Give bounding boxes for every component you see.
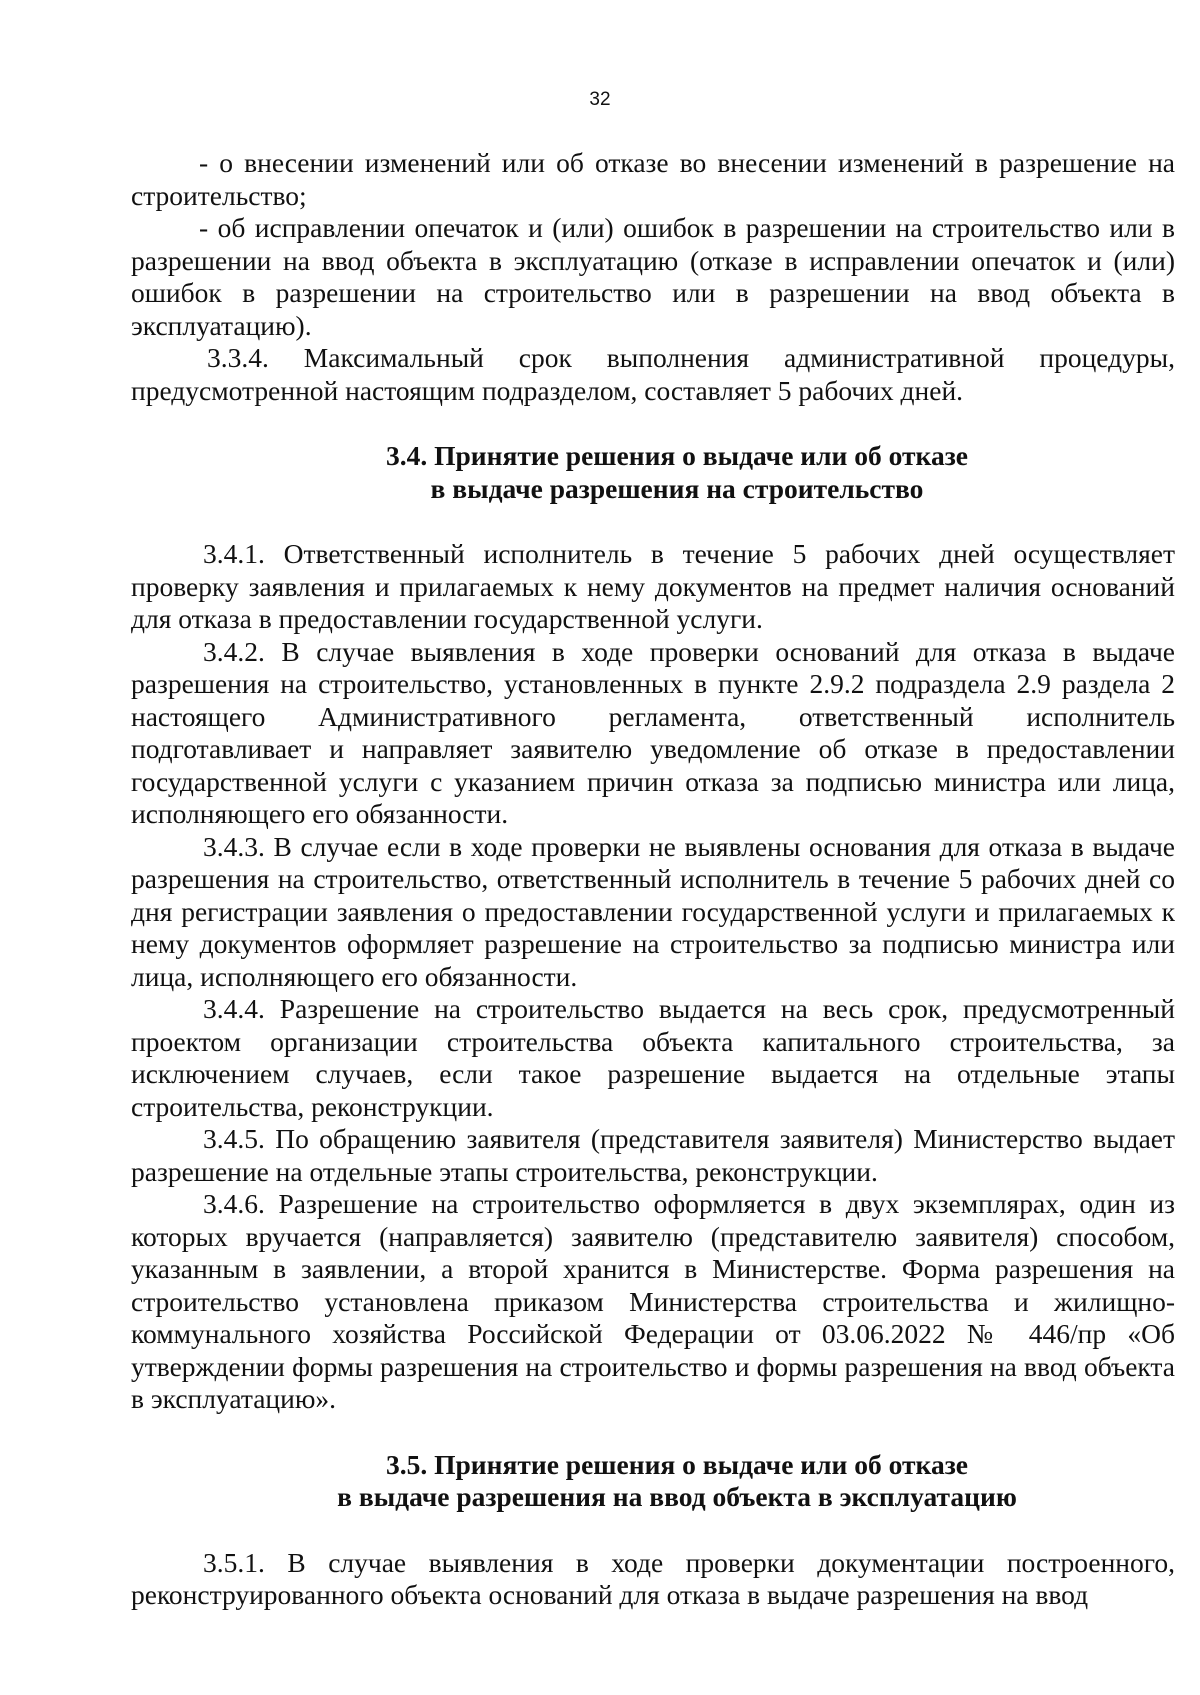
paragraph-3-4-1: 3.4.1. Ответственный исполнитель в течение 5 рабочих дней осуществляет проверку заявления и прилагаемых к нему документов на предмет наличия оснований для отказа в предоставлении государственной услуги. bbox=[131, 538, 1175, 634]
paragraph-intro-1: - о внесении изменений или об отказе во внесении изменений в разрешение на строительство; bbox=[131, 147, 1175, 211]
document-body bbox=[131, 147, 1175, 1612]
section-heading-3-4-line2: в выдаче разрешения на строительство bbox=[430, 472, 924, 504]
section-heading-3-5-line2: в выдаче разрешения на ввод объекта в эксплуатацию bbox=[337, 1481, 1017, 1512]
paragraph-3-4-5: 3.4.5. По обращению заявителя (представителя заявителя) Министерство выдает разрешение на отдельные этапы строительства, реконструкции. bbox=[131, 1123, 1175, 1187]
paragraph-3-4-3: 3.4.3. В случае если в ходе проверки не выявлены основания для отказа в выдаче разрешения на строительство, ответственный исполнитель в течение 5 рабочих дней со дня регистрации заявления о предоставлении государственной услуги и прилагаемых к нему документов оформляет разрешение на строительство за подписью министра или лица, исполняющего его обязанности. bbox=[131, 830, 1175, 992]
paragraph-3-5-1: 3.5.1. В случае выявления в ходе проверки документации построенного, реконструированного объекта оснований для отказа в выдаче разрешения на ввод bbox=[131, 1546, 1175, 1610]
section-heading-3-5-line1: 3.5. Принятие решения о выдаче или об отказе bbox=[386, 1448, 968, 1480]
paragraph-3-4-4: 3.4.4. Разрешение на строительство выдается на весь срок, предусмотренный проектом организации строительства объекта капитального строительства, за исключением случаев, если такое разрешение выдается на отдельные этапы строительства, реконструкции. bbox=[131, 993, 1175, 1122]
paragraph-3-4-6: 3.4.6. Разрешение на строительство оформляется в двух экземплярах, один из которых вручается (направляется) заявителю (представителю заявителя) способом, указанным в заявлении, а второй хранится в Министерстве. Форма разрешения на строительство установлена приказом Министерства строительства и жилищно-коммунального хозяйства Российской Федерации от 03.06.2022 № 446/пр «Об утверждении формы разрешения на строительство и формы разрешения на ввод объекта в эксплуатацию». bbox=[131, 1188, 1175, 1414]
section-heading-3-4 bbox=[131, 440, 1175, 505]
paragraph-intro-2: - об исправлении опечаток и (или) ошибок в разрешении на строительство или в разрешении на ввод объекта в эксплуатацию (отказе в исправлении опечаток и (или) ошибок в разрешении на строительство или в разрешении на ввод объекта в эксплуатацию). bbox=[131, 212, 1175, 341]
page-number: 32 bbox=[589, 89, 611, 110]
section-heading-3-5 bbox=[131, 1449, 1175, 1514]
paragraph-3-4-2: 3.4.2. В случае выявления в ходе проверки оснований для отказа в выдаче разрешения на строительство, установленных в пункте 2.9.2 подраздела 2.9 раздела 2 настоящего Административного регламента, ответственный исполнитель подготавливает и направляет заявителю уведомление об отказе в предоставлении государственной услуги с указанием причин отказа за подписью министра или лица, исполняющего его обязанности. bbox=[131, 635, 1175, 829]
section-heading-3-4-line1: 3.4. Принятие решения о выдаче или об отказе bbox=[386, 440, 968, 471]
paragraph-3-3-4: 3.3.4. Максимальный срок выполнения административной процедуры, предусмотренной настоящим подразделом, составляет 5 рабочих дней. bbox=[131, 342, 1175, 406]
